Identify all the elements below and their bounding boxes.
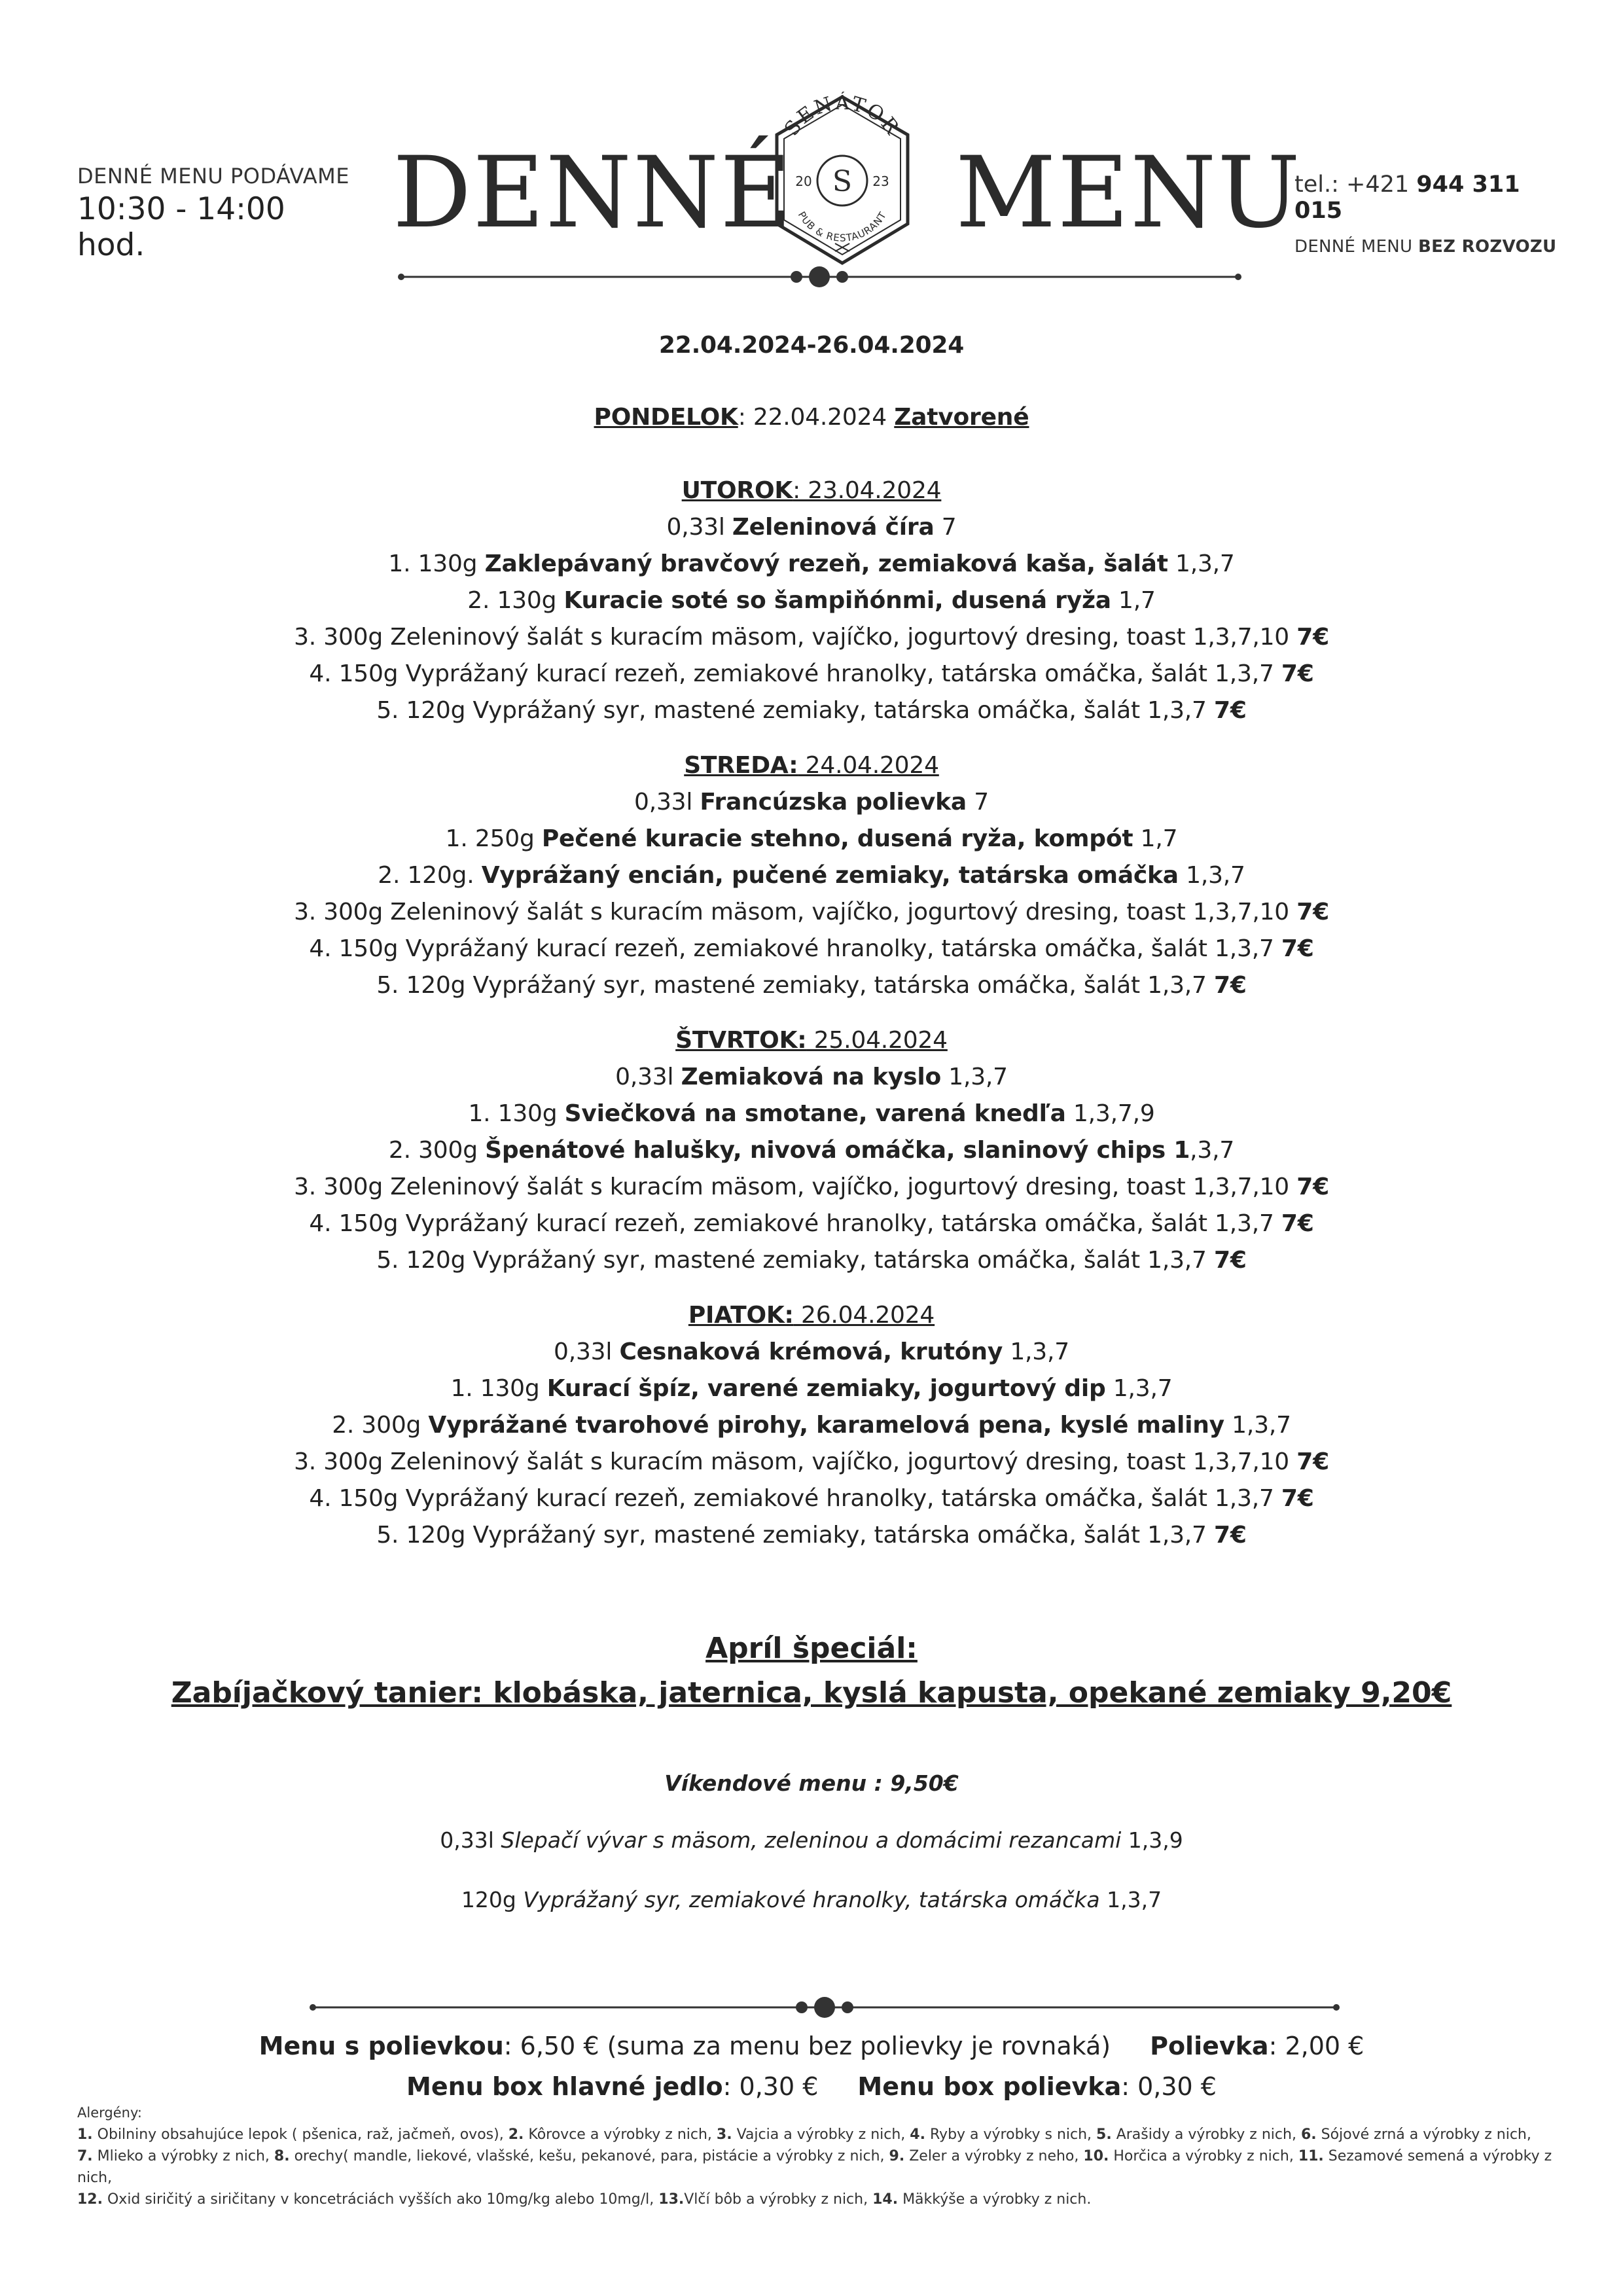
soup-line (0, 1334, 1623, 1371)
menu-item (0, 619, 1623, 656)
delivery-note: BEZ ROZVOZU (1418, 237, 1557, 257)
item-dish: Zaklepávaný bravčový rezeň, zemiaková kaša, šalát (484, 550, 1168, 577)
day-date: 25.04.2024 (806, 1027, 948, 1054)
item-text: 3. 300g Zeleninový šalát s kuracím mäsom, vajíčko, jogurtový dresing, toast 1,3,7,10 (294, 1174, 1297, 1200)
allergen-number: 14. (872, 2191, 899, 2208)
day-heading (0, 1297, 1623, 1334)
special-dish: Zabíjačkový tanier: klobáska, jaternica, kyslá kapusta, opekané zemiaky 9,20€ (171, 1676, 1452, 1710)
menu-item (0, 1480, 1623, 1517)
weekend-main-qty: 120g (461, 1887, 524, 1912)
day-spacer (0, 1279, 1623, 1297)
menu-item (0, 1169, 1623, 1206)
weekend-main-allergens: 1,3,7 (1099, 1887, 1162, 1912)
menu-item (0, 1242, 1623, 1279)
day-heading (0, 747, 1623, 784)
soup-line (0, 509, 1623, 546)
item-price: 7€ (1281, 935, 1314, 962)
allergen-text: Vlčí bôb a výrobky z nich, (684, 2191, 873, 2208)
menu-item (0, 1517, 1623, 1554)
item-text: 5. 120g Vyprážaný syr, mastené zemiaky, tatárska omáčka, šalát 1,3,7 (376, 1522, 1214, 1549)
item-price: 7€ (1296, 1174, 1329, 1200)
day-date: 24.04.2024 (798, 752, 939, 779)
allergen-text: Arašidy a výrobky z nich, (1111, 2126, 1301, 2143)
allergen-text: Kôrovce a výrobky z nich, (524, 2126, 717, 2143)
menu-item (0, 1132, 1623, 1169)
item-price: 7€ (1281, 1210, 1314, 1237)
menu-item (0, 1407, 1623, 1444)
item-allergens: 1,3,7 (1178, 862, 1245, 889)
allergen-text: Obilniny obsahujúce lepok ( pšenica, raž, jačmeň, ovos), (92, 2126, 508, 2143)
allergen-number: 4. (910, 2126, 925, 2143)
ornament-divider-bottom (308, 1991, 1342, 2024)
soup-name: Zeleninová číra (732, 514, 935, 541)
special-offer (0, 1626, 1623, 1715)
logo-monogram: S (832, 165, 853, 198)
item-price: 7€ (1281, 660, 1314, 687)
allergen-number: 12. (77, 2191, 103, 2208)
contact-info (1294, 171, 1569, 257)
item-text: 1. 250g (445, 825, 542, 852)
item-text: 3. 300g Zeleninový šalát s kuracím mäsom, vajíčko, jogurtový dresing, toast 1,3,7,10 (294, 1448, 1297, 1475)
item-price: 7€ (1213, 1522, 1247, 1549)
item-allergens: 1,3,7 (1224, 1412, 1291, 1439)
allergen-legend (77, 2102, 1569, 2210)
day-label: PONDELOK (594, 404, 738, 431)
item-text: 3. 300g Zeleninový šalát s kuracím mäsom, vajíčko, jogurtový dresing, toast 1,3,7,10 (294, 624, 1297, 651)
allergen-text: Zeler a výrobky z neho, (904, 2148, 1084, 2164)
item-price: 7€ (1296, 1448, 1329, 1475)
day-spacer (0, 729, 1623, 747)
day-spacer (0, 1004, 1623, 1022)
weekend-title: Víkendové menu : 9,50€ (664, 1770, 959, 1796)
logo-year-right: 23 (872, 173, 889, 189)
day-date: : 23.04.2024 (793, 477, 942, 504)
opening-hours (77, 164, 352, 263)
weekly-menu (0, 327, 1623, 1554)
soup-allergens: 7 (934, 514, 957, 541)
box-main-label: Menu box hlavné jedlo (406, 2072, 723, 2101)
pricing (0, 2026, 1623, 2107)
weekend-soup (0, 1827, 1623, 1853)
allergen-number: 5. (1096, 2126, 1112, 2143)
item-dish: Vyprážané tvarohové pirohy, karamelová pena, kyslé maliny (428, 1412, 1224, 1439)
allergen-heading: Alergény: (77, 2105, 142, 2121)
menu-item (0, 1444, 1623, 1480)
item-text: 1. 130g (468, 1100, 565, 1127)
item-allergens: ,3,7 (1190, 1137, 1235, 1164)
senator-logo (764, 92, 920, 281)
opening-hours-label: DENNÉ MENU PODÁVAME (77, 164, 349, 188)
menu-item (0, 821, 1623, 857)
item-dish: Kuracie soté so šampiňónmi, dusená ryža (563, 587, 1111, 614)
soup-name: Francúzska polievka (700, 789, 967, 816)
weekend-menu (0, 1770, 1623, 1946)
soup-qty: 0,33l (554, 1338, 620, 1365)
opening-hours-value: 10:30 - 14:00 hod. (77, 191, 285, 263)
logo-name: SENÁTOR (780, 92, 904, 141)
box-soup-label: Menu box polievka (857, 2072, 1122, 2101)
allergen-text: Oxid siričitý a siričitany v koncetráciách vyšších ako 10mg/kg alebo 10mg/l, (102, 2191, 659, 2208)
soup-name: Cesnaková krémová, krutóny (619, 1338, 1003, 1365)
allergen-number: 11. (1298, 2148, 1324, 2164)
menu-item (0, 1371, 1623, 1407)
item-price: 7€ (1281, 1485, 1314, 1512)
item-price: 7€ (1213, 1247, 1247, 1274)
allergen-line (77, 2189, 1569, 2210)
allergen-line (77, 2145, 1569, 2189)
item-dish: Sviečková na smotane, varená knedľa (564, 1100, 1066, 1127)
soup-price: : 2,00 € (1268, 2032, 1364, 2060)
day-spacer (0, 436, 1623, 454)
item-dish: Špenátové halušky, nivová omáčka, slaninový chips 1 (485, 1137, 1190, 1164)
day-heading (0, 1022, 1623, 1059)
soup-qty: 0,33l (634, 789, 700, 816)
day-label: PIATOK: (688, 1302, 794, 1329)
closed-note: Zatvorené (894, 404, 1029, 431)
date-range: 22.04.2024-26.04.2024 (658, 332, 965, 359)
allergen-text: Vajcia a výrobky z nich, (732, 2126, 910, 2143)
phone-label: tel.: +421 (1294, 171, 1417, 198)
allergen-number: 13. (658, 2191, 685, 2208)
allergen-number: 7. (77, 2148, 93, 2164)
item-allergens: 1,7 (1133, 825, 1178, 852)
weekend-main-name: Vyprážaný syr, zemiakové hranolky, tatárska omáčka (523, 1887, 1100, 1912)
day-heading (0, 399, 1623, 436)
item-allergens: 1,3,7 (1168, 550, 1235, 577)
item-text: 5. 120g Vyprážaný syr, mastené zemiaky, tatárska omáčka, šalát 1,3,7 (376, 972, 1214, 999)
day-label: ŠTVRTOK: (675, 1027, 807, 1054)
day-date: : 22.04.2024 (738, 404, 895, 431)
soup-allergens: 1,3,7 (1003, 1338, 1069, 1365)
allergen-text: Mlieko a výrobky z nich, (92, 2148, 274, 2164)
item-text: 2. 300g (388, 1137, 486, 1164)
item-text: 4. 150g Vyprážaný kurací rezeň, zemiakové hranolky, tatárska omáčka, šalát 1,3,7 (309, 1485, 1281, 1512)
day-label: UTOROK (681, 477, 793, 504)
menu-item (0, 1206, 1623, 1242)
soup-label: Polievka (1150, 2032, 1269, 2060)
title-denne: DENNÉ (393, 136, 793, 250)
allergen-number: 1. (77, 2126, 93, 2143)
soup-line (0, 784, 1623, 821)
allergen-number: 8. (274, 2148, 290, 2164)
menu-item (0, 931, 1623, 967)
item-dish: Vyprážaný encián, pučené zemiaky, tatárska omáčka (481, 862, 1179, 889)
box-soup-price: : 0,30 € (1121, 2072, 1217, 2101)
special-title: Apríl špeciál: (705, 1632, 918, 1665)
day-heading (0, 473, 1623, 509)
menu-item (0, 967, 1623, 1004)
item-allergens: 1,7 (1111, 587, 1156, 614)
allergen-text: Ryby a výrobky s nich, (925, 2126, 1097, 2143)
box-main-price: : 0,30 € (722, 2072, 819, 2101)
item-text: 2. 120g. (378, 862, 482, 889)
allergen-text: orechy( mandle, liekové, vlašské, kešu, pekanové, para, pistácie a výrobky z nich, (289, 2148, 889, 2164)
item-text: 1. 130g (388, 550, 485, 577)
item-price: 7€ (1296, 899, 1329, 925)
allergen-number: 10. (1083, 2148, 1109, 2164)
item-price: 7€ (1296, 624, 1329, 651)
item-text: 3. 300g Zeleninový šalát s kuracím mäsom, vajíčko, jogurtový dresing, toast 1,3,7,10 (294, 899, 1297, 925)
allergen-line (77, 2124, 1569, 2145)
item-text: 4. 150g Vyprážaný kurací rezeň, zemiakové hranolky, tatárska omáčka, šalát 1,3,7 (309, 1210, 1281, 1237)
allergen-text: Horčica a výrobky z nich, (1109, 2148, 1298, 2164)
item-text: 2. 300g (332, 1412, 429, 1439)
day-spacer (0, 454, 1623, 473)
soup-allergens: 1,3,7 (941, 1064, 1008, 1090)
day-date: 26.04.2024 (793, 1302, 935, 1329)
item-text: 4. 150g Vyprážaný kurací rezeň, zemiakové hranolky, tatárska omáčka, šalát 1,3,7 (309, 660, 1281, 687)
item-text: 1. 130g (450, 1375, 547, 1402)
item-dish: Kurací špíz, varené zemiaky, jogurtový dip (546, 1375, 1106, 1402)
logo-year-left: 20 (795, 173, 812, 189)
soup-qty: 0,33l (666, 514, 732, 541)
phone-number: 944 311 015 (1294, 171, 1520, 224)
item-text: 5. 120g Vyprážaný syr, mastené zemiaky, tatárska omáčka, šalát 1,3,7 (376, 1247, 1214, 1274)
item-allergens: 1,3,7,9 (1065, 1100, 1155, 1127)
soup-line (0, 1059, 1623, 1096)
weekend-main (0, 1887, 1623, 1912)
menu-item (0, 656, 1623, 692)
menu-soup-price: : 6,50 € (suma za menu bez polievky je rovnaká) (503, 2032, 1111, 2060)
weekend-soup-name: Slepačí vývar s mäsom, zeleninou a domácimi rezancami (501, 1827, 1122, 1853)
svg-text:PUB & RESTAURANT (796, 209, 889, 244)
soup-qty: 0,33l (615, 1064, 681, 1090)
menu-item (0, 894, 1623, 931)
logo-subtitle: PUB & RESTAURANT (795, 209, 889, 244)
ornament-divider-top (396, 260, 1243, 293)
allergen-number: 3. (716, 2126, 732, 2143)
title-menu: MENU (955, 136, 1302, 250)
item-text: 2. 130g (467, 587, 564, 614)
allergen-number: 2. (508, 2126, 524, 2143)
day-label: STREDA: (684, 752, 798, 779)
menu-item (0, 1096, 1623, 1132)
allergen-number: 9. (889, 2148, 905, 2164)
item-text: 4. 150g Vyprážaný kurací rezeň, zemiakové hranolky, tatárska omáčka, šalát 1,3,7 (309, 935, 1281, 962)
item-allergens: 1,3,7 (1105, 1375, 1173, 1402)
soup-name: Zemiaková na kyslo (681, 1064, 941, 1090)
item-text: 5. 120g Vyprážaný syr, mastené zemiaky, tatárska omáčka, šalát 1,3,7 (376, 697, 1214, 724)
menu-soup-label: Menu s polievkou (259, 2032, 504, 2060)
menu-item (0, 857, 1623, 894)
weekend-soup-allergens: 1,3,9 (1121, 1827, 1183, 1853)
allergen-text: Mäkkýše a výrobky z nich. (898, 2191, 1092, 2208)
allergen-text: Sezamové semená a výrobky z nich, (77, 2148, 1552, 2186)
item-price: 7€ (1213, 972, 1247, 999)
soup-allergens: 7 (967, 789, 989, 816)
weekend-soup-qty: 0,33l (440, 1827, 501, 1853)
svg-text:SENÁTOR (780, 92, 904, 140)
delivery-label: DENNÉ MENU (1294, 237, 1418, 257)
menu-item (0, 546, 1623, 583)
menu-item (0, 583, 1623, 619)
allergen-number: 6. (1300, 2126, 1317, 2143)
allergen-text: Sójové zrná a výrobky z nich, (1316, 2126, 1531, 2143)
menu-item (0, 692, 1623, 729)
item-dish: Pečené kuracie stehno, dusená ryža, kompót (541, 825, 1133, 852)
item-price: 7€ (1213, 697, 1247, 724)
